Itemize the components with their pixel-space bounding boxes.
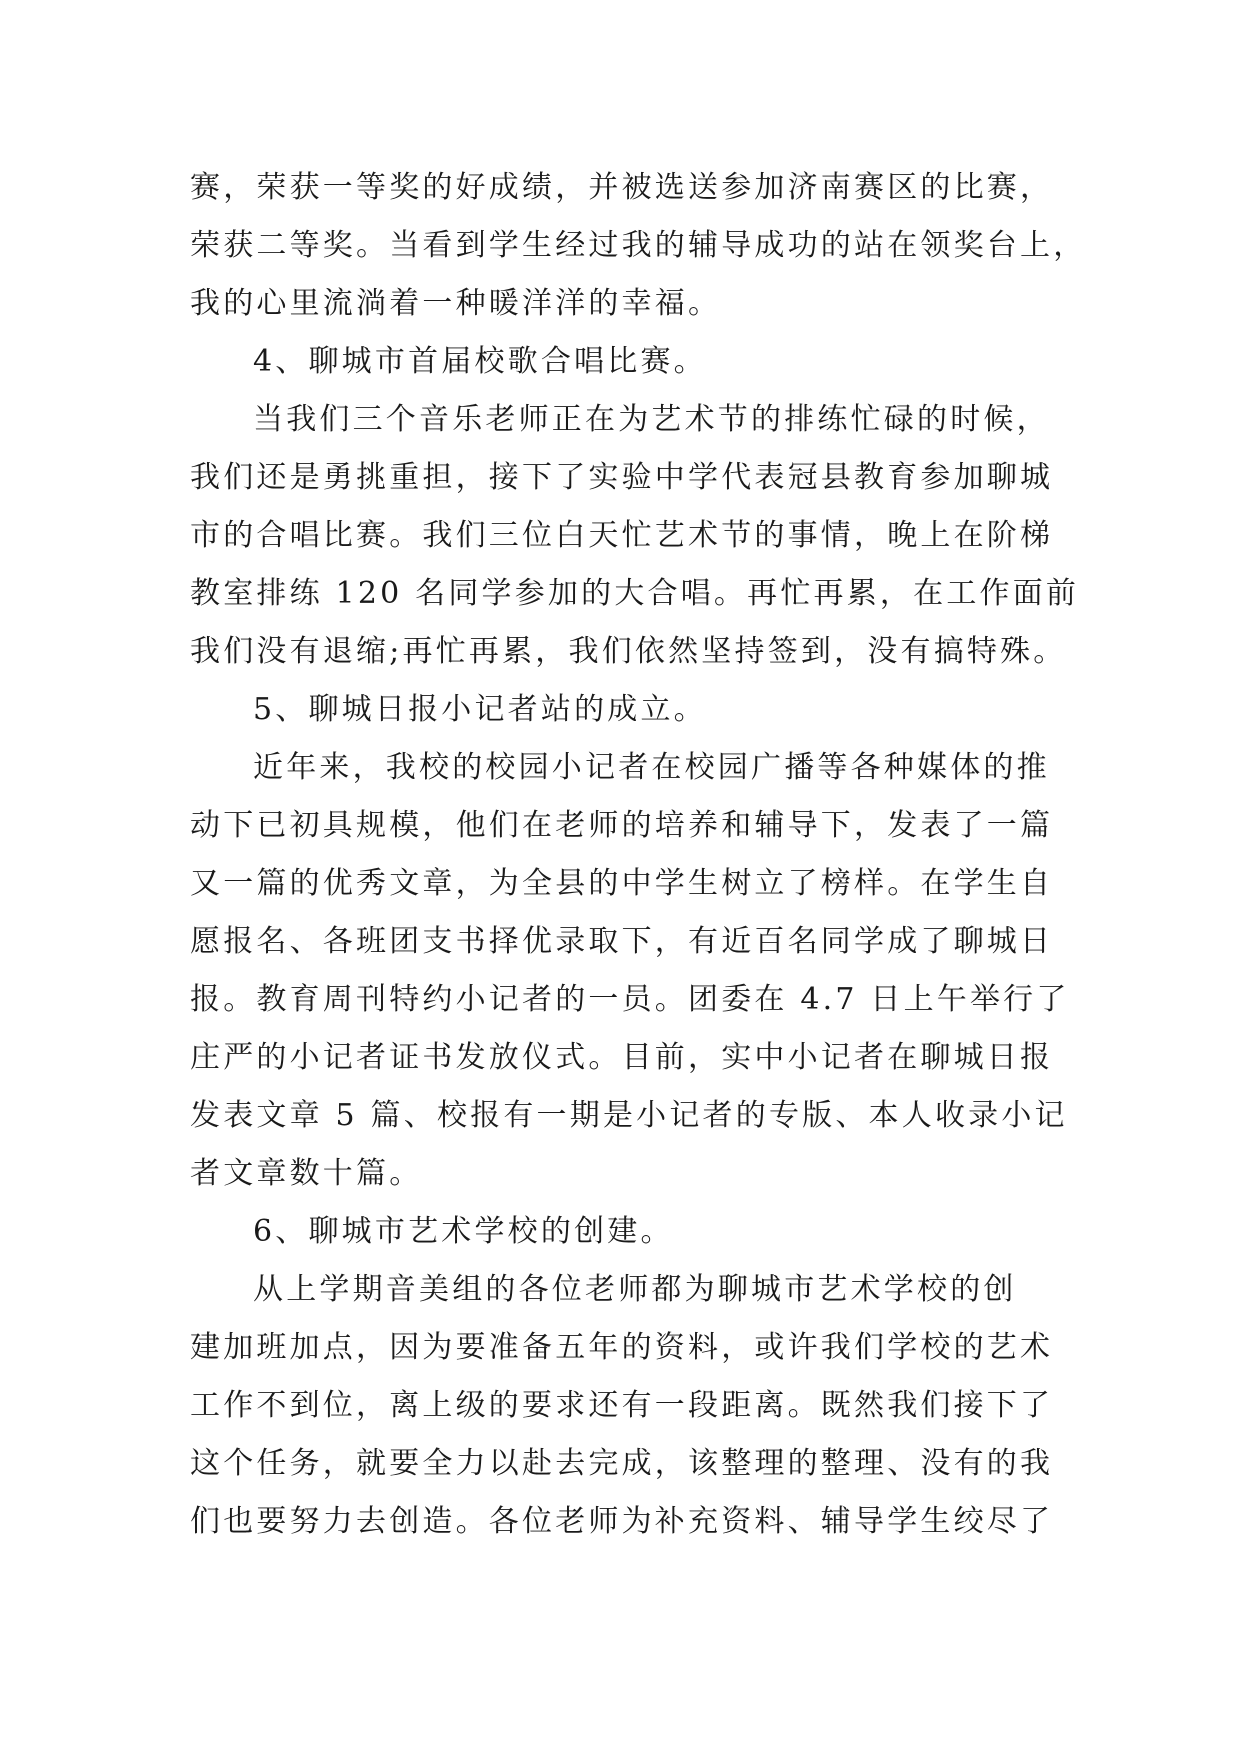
body-text-line: 报。教育周刊特约小记者的一员。团委在 4.7 日上午举行了: [190, 982, 1070, 1017]
body-text-line: 荣获二等奖。当看到学生经过我的辅导成功的站在领奖台上，: [190, 228, 1087, 263]
body-text-line: 当我们三个音乐老师正在为艺术节的排练忙碌的时候，: [253, 402, 1050, 437]
section-heading: 5、聊城日报小记者站的成立。: [253, 692, 707, 727]
section-heading: 6、聊城市艺术学校的创建。: [253, 1214, 674, 1249]
body-text-line: 动下已初具规模，他们在老师的培养和辅导下，发表了一篇: [190, 808, 1054, 843]
body-text-line: 们也要努力去创造。各位老师为补充资料、辅导学生绞尽了: [190, 1504, 1054, 1539]
body-text-line: 又一篇的优秀文章，为全县的中学生树立了榜样。在学生自: [190, 866, 1054, 901]
body-text-line: 我们还是勇挑重担，接下了实验中学代表冠县教育参加聊城: [190, 460, 1054, 495]
body-text-line: 愿报名、各班团支书择优录取下，有近百名同学成了聊城日: [190, 924, 1054, 959]
body-text-line: 者文章数十篇。: [190, 1156, 423, 1191]
body-text-line: 市的合唱比赛。我们三位白天忙艺术节的事情，晚上在阶梯: [190, 518, 1054, 553]
body-text-line: 我们没有退缩;再忙再累，我们依然坚持签到，没有搞特殊。: [190, 634, 1067, 669]
body-text-line: 庄严的小记者证书发放仪式。目前，实中小记者在聊城日报: [190, 1040, 1054, 1075]
body-text-line: 近年来，我校的校园小记者在校园广播等各种媒体的推: [253, 750, 1050, 785]
body-text-line: 从上学期音美组的各位老师都为聊城市艺术学校的创: [253, 1272, 1017, 1307]
body-text-line: 赛，荣获一等奖的好成绩，并被选送参加济南赛区的比赛，: [190, 170, 1054, 205]
body-text-line: 这个任务，就要全力以赴去完成，该整理的整理、没有的我: [190, 1446, 1054, 1481]
body-text-line: 教室排练 120 名同学参加的大合唱。再忙再累，在工作面前: [190, 576, 1080, 611]
body-text-line: 工作不到位，离上级的要求还有一段距离。既然我们接下了: [190, 1388, 1054, 1423]
body-text-line: 我的心里流淌着一种暖洋洋的幸福。: [190, 286, 722, 321]
body-text-line: 建加班加点，因为要准备五年的资料，或许我们学校的艺术: [190, 1330, 1054, 1365]
section-heading: 4、聊城市首届校歌合唱比赛。: [253, 344, 707, 379]
body-text-line: 发表文章 5 篇、校报有一期是小记者的专版、本人收录小记: [190, 1098, 1068, 1133]
